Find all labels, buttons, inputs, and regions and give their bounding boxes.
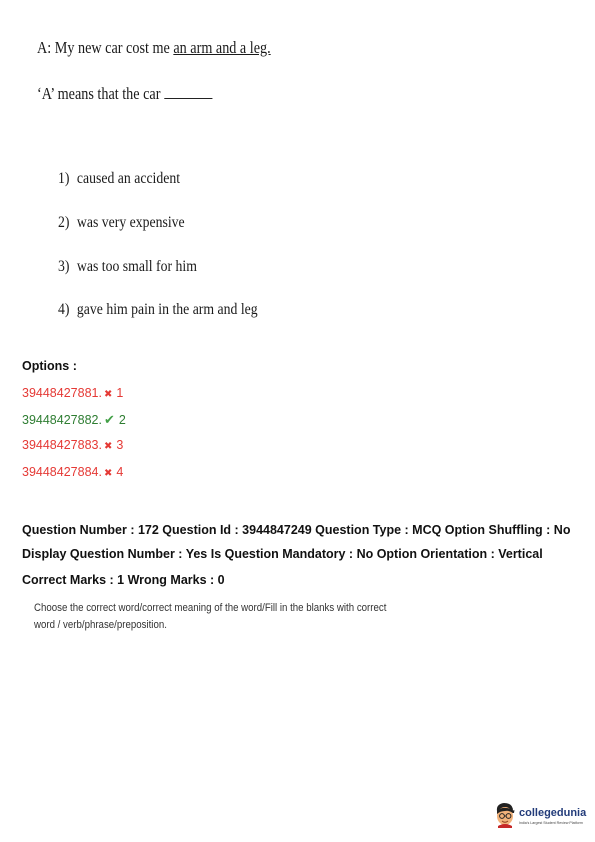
answer-label: 3 [116, 438, 124, 452]
choice-text: caused an accident [76, 170, 181, 187]
question-prompt-text: ‘A’ means that the car [37, 84, 161, 103]
question-prompt [37, 84, 212, 104]
answer-label: 4 [116, 465, 124, 479]
choice-number: 3) [58, 258, 70, 275]
answer-option-3 [22, 438, 123, 452]
answer-label: 2 [118, 413, 126, 427]
choice-text: gave him pain in the arm and leg [76, 301, 258, 318]
choice-number: 4) [58, 301, 70, 318]
collegedunia-logo [494, 800, 587, 834]
question-meta-line-1: Question Number : 172 Question Id : 3944847249 Question Type : MCQ Option Shuffling : No [22, 523, 571, 537]
question-prefix: A: My new car cost me [37, 38, 174, 57]
mascot-icon [494, 802, 516, 828]
check-icon: ✔ [103, 412, 115, 427]
choice-number: 1) [58, 170, 70, 187]
question-meta-line-3: Correct Marks : 1 Wrong Marks : 0 [22, 573, 225, 587]
question-text [37, 38, 271, 58]
instruction-text: Choose the correct word/correct meaning of the word/Fill in the blanks with correct word / verb/phrase/preposition. [34, 602, 387, 631]
choice-4 [58, 301, 258, 319]
answer-option-1 [22, 386, 123, 400]
cross-icon: ✖ [103, 441, 113, 452]
choice-2 [58, 214, 185, 232]
choice-number: 2) [58, 214, 70, 231]
fill-blank [164, 84, 212, 99]
answer-id: 39448427884. [22, 465, 102, 479]
answer-id: 39448427882. [22, 413, 102, 427]
options-heading: Options : [22, 359, 77, 373]
choice-3 [58, 258, 197, 276]
answer-label: 1 [116, 386, 124, 400]
logo-tagline: India's Largest Student Review Platform [519, 821, 583, 825]
logo-wordmark: collegedunia [519, 807, 587, 819]
question-idiom: an arm and a leg. [173, 38, 271, 57]
answer-id: 39448427883. [22, 438, 102, 452]
answer-option-4 [22, 465, 123, 479]
choice-1 [58, 170, 180, 188]
choice-text: was too small for him [76, 258, 197, 275]
question-meta-line-2: Display Question Number : Yes Is Question Mandatory : No Option Orientation : Vertical [22, 547, 543, 561]
cross-icon: ✖ [103, 389, 113, 400]
answer-option-2 [22, 412, 126, 428]
cross-icon: ✖ [103, 468, 113, 479]
answer-id: 39448427881. [22, 386, 102, 400]
choice-text: was very expensive [76, 214, 185, 231]
